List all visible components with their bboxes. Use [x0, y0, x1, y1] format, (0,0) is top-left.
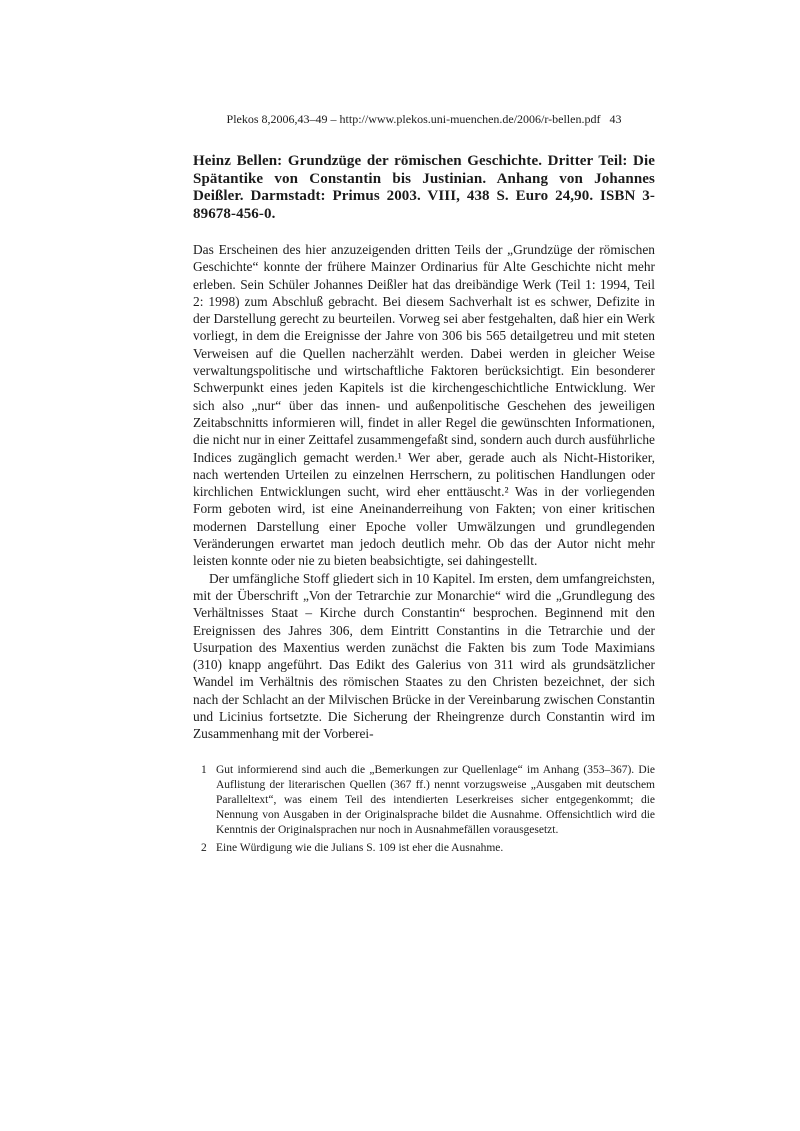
review-body — [193, 241, 655, 743]
footnote-number: 1 — [201, 763, 207, 776]
paragraph: Das Erscheinen des hier anzuzeigenden dritten Teils der „Grundzüge der römischen Geschichte“ konnte der frühere Mainzer Ordinarius für Alte Geschichte nicht mehr erleben. Sein Schüler Johannes Deißler hat das dreibändige Werk (Teil 1: 1994, Teil 2: 1998) zum Abschluß gebracht. Bei diesem Sachverhalt ist es schwer, Defizite in der Darstellung gerecht zu beurteilen. Vorweg sei aber festgehalten, daß hier ein Werk vorliegt, in dem die Ereignisse der Jahre von 306 bis 565 detailgetreu und mit steten Verweisen auf die Quellen nacherzählt werden. Dabei werden in gleicher Weise verwaltungspolitische und wirtschaftliche Faktoren berücksichtigt. Ein besonderer Schwerpunkt eines jeden Kapitels ist die kirchengeschichtliche Entwicklung. Wer sich also „nur“ über das innen- und außenpolitische Geschehen des jeweiligen Zeitabschnitts informieren will, findet in aller Regel die gewünschten Informationen, die nicht nur in einer Zeittafel zusammengefaßt sind, sondern auch durch ausführliche Indices zugänglich gemacht werden.¹ Wer aber, gerade auch als Nicht-Historiker, nach wertenden Urteilen zu einzelnen Herrschern, zu politischen Handlungen oder kirchlichen Entwicklungen sucht, wird eher enttäuscht.² Was in der vorliegenden Form geboten wird, ist eine Aneinanderreihung von Fakten; von einer kritischen modernen Darstellung einer Epoche voller Umwälzungen und grundlegenden Veränderungen erwartet man jedoch deutlich mehr. Ob das der Autor nicht mehr leisten konnte oder nie zu bieten beabsichtigte, sei dahingestellt. — [193, 242, 655, 569]
running-head — [193, 112, 655, 127]
running-head-citation: Plekos 8,2006,43–49 – http://www.plekos.uni-muenchen.de/2006/r-bellen.pdf — [226, 112, 601, 126]
footnote — [201, 763, 655, 838]
text-column — [193, 112, 655, 859]
footnotes-section — [201, 763, 655, 856]
review-title: Heinz Bellen: Grundzüge der römischen Geschichte. Dritter Teil: Die Spätantike von Constantin bis Justinian. Anhang von Johannes Deißler. Darmstadt: Primus 2003. VIII, 438 S. Euro 24,90. ISBN 3-89678-456-0. — [193, 153, 655, 222]
footnote — [201, 841, 655, 856]
footnote-number: 2 — [201, 841, 207, 854]
page-number: 43 — [609, 112, 622, 126]
paragraph: Der umfängliche Stoff gliedert sich in 10 Kapitel. Im ersten, dem umfangreichsten, mit der Überschrift „Von der Tetrarchie zur Monarchie“ wird die „Grundlegung des Verhältnisses Staat – Kirche durch Constantin“ besprochen. Beginnend mit den Ereignissen des Jahres 306, dem Eintritt Constantins in die Tetrarchie und der Usurpation des Maxentius werden zunächst die Fakten bis zum Tode Maximians (310) knapp angeführt. Das Edikt des Galerius von 311 wird als grundsätzlicher Wandel im Verhältnis des römischen Staates zu den Christen bezeichnet, der sich nach der Schlacht an der Milvischen Brücke in der Vereinbarung zwischen Constantin und Licinius fortsetzte. Die Sicherung der Rheingrenze durch Constantin wird im Zusammenhang mit der Vorberei- — [193, 570, 655, 742]
footnote-text: Gut informierend sind auch die „Bemerkungen zur Quellenlage“ im Anhang (353–367). Die Auflistung der literarischen Quellen (367 ff.) nennt vorzugsweise „Ausgaben mit deutschem Paralleltext“, was einem Teil des intendierten Leserkreises sicher entgegenkommt; die Nennung von Ausgaben in der Originalsprache bildet die Ausnahme. Offensichtlich wird die Kenntnis der Originalsprachen nur noch in Ausnahmefällen vorausgesetzt. — [216, 763, 655, 836]
footnote-text: Eine Würdigung wie die Julians S. 109 ist eher die Ausnahme. — [216, 841, 504, 854]
